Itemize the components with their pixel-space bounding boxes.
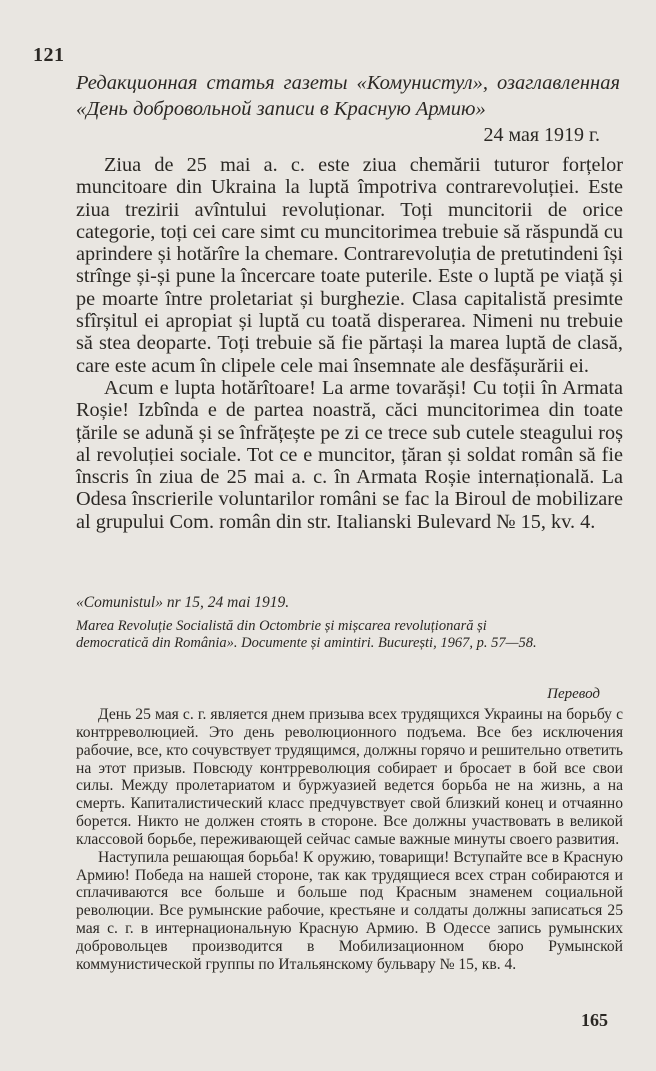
translation-label: Перевод [547,686,600,702]
source-citation: «Comunistul» nr 15, 24 mai 1919. [76,594,290,611]
russian-paragraph-1: День 25 мая с. г. является днем призыва всех трудящихся Украины на борьбу с контрреволюцией. Это день революционного подъема. Все без исключения рабочие, все, кто сочувствует трудящимся, должны горячо и решительно ответить на этот призыв. Повсюду контрреволюция собирает и бросает в бой все свои силы. Между пролетариатом и буржуазией ведется борьба не на жизнь, а на смерть. Капиталистический класс предчувствует свой близкий конец и отчаянно борется. Никто не должен стоять в стороне. Все должны участвовать в великой классовой борьбе, переживающей сейчас самые важные минуты своего развития. [76,706,623,848]
document-date: 24 мая 1919 г. [483,124,600,146]
document-number: 121 [33,44,65,66]
page-number: 165 [581,1010,608,1030]
russian-paragraph-2: Наступила решающая борьба! К оружию, товарищи! Вступайте все в Красную Армию! Победа на нашей стороне, так как трудящиеся всех стран собираются и сплачиваются все больше и больше под Красным знаменем социальной революции. Все румынские рабочие, крестьяне и солдаты должны записаться 25 мая с. г. в интернациональную Красную Армию. В Одессе запись румынских добровольцев производится в Мобилизационном бюро Румынской коммунистической группы по Итальянскому бульвару № 15, кв. 4. [76,848,623,973]
romanian-paragraph-2: Acum e lupta hotărîtoare! La arme tovarăși! Cu toții în Armata Roșie! Izbînda e de partea noastră, căci muncitorimea din toate țările se adună și se înfrățește pe zi ce trece sub cutele steagului roș al revoluției sociale. Tot ce e muncitor, țăran și soldat român să fie înscris în ziua de 25 mai a. c. în Armata Roșie internațională. La Odesa înscrierile voluntarilor români se fac la Biroul de mobilizare al grupului Com. român din str. Italianski Bulevard № 15, kv. 4. [76,376,623,533]
russian-text [76,706,623,974]
reference-citation: Marea Revoluție Socialistă din Octombrie și mișcarea revoluționară și democratică din România». Documente și amintiri. București, 1967, p. 57—58. [76,618,537,651]
document-heading: Редакционная статья газеты «Комунистул», озаглавленная «День добровольной записи в Красную Армию» [76,72,620,120]
romanian-text [76,154,623,533]
romanian-paragraph-1: Ziua de 25 mai a. c. este ziua chemării tuturor forțelor muncitoare din Ukraina la luptă împotriva contrarevoluției. Este ziua trezirii avîntului revoluționar. Toți muncitorii de orice categorie, toți cei care simt cu muncitorimea trebuie să răspundă cu aprindere și hotărîre la chemare. Contrarevoluția de pretutindeni își strînge și-și pune la încercare toate puterile. Este o luptă pe viață și pe moarte între proletariat și burghezie. Clasa capitalistă presimte sfîrșitul ei apropiat și luptă cu toată disperarea. Nimeni nu trebuie să stea deoparte. Toți trebuie să fie părtași la marea luptă de clasă, care este acum în clipele cele mai însemnate ale desfășurării ei. [76,154,623,377]
